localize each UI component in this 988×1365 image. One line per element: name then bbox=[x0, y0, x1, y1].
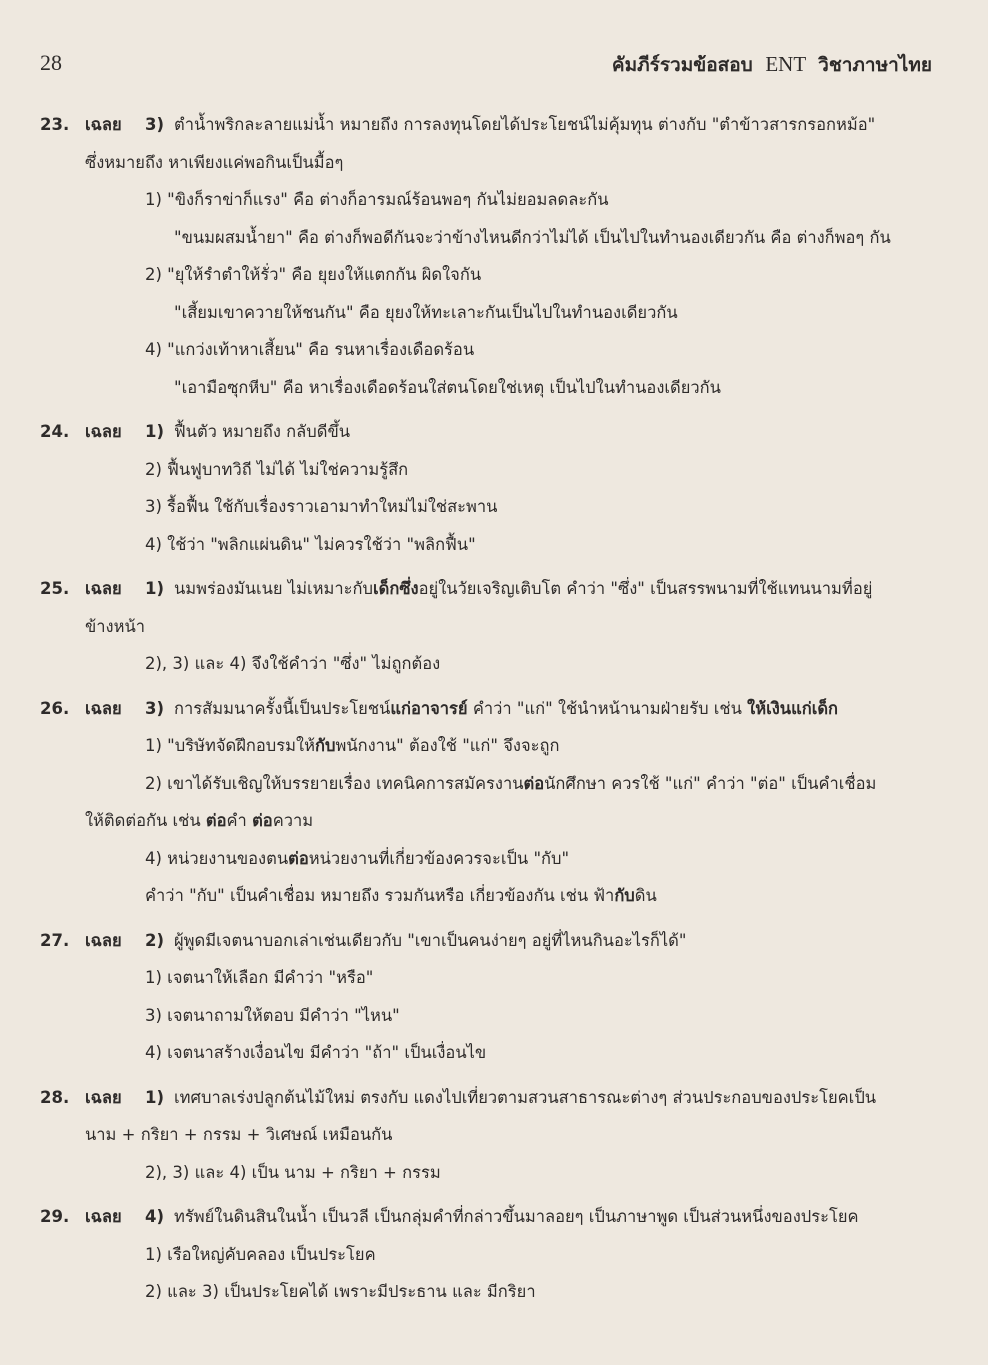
text-segment: 2) "ยุให้รำตำให้รั่ว" คือ ยุยงให้แตกกัน ผิดใจกัน bbox=[145, 265, 482, 284]
answer-line bbox=[0, 219, 988, 257]
text-segment: 1) เรือใหญ่คับคลอง เป็นประโยค bbox=[145, 1244, 376, 1264]
bold-text-segment: กับ bbox=[314, 736, 336, 755]
answer-choice: 4) bbox=[145, 1207, 165, 1226]
answer-line bbox=[0, 488, 988, 526]
text-segment: ให้ติดต่อกัน เช่น bbox=[85, 811, 206, 830]
book-title-en: ENT bbox=[765, 52, 807, 76]
line-text bbox=[145, 727, 560, 765]
answer-item bbox=[0, 690, 988, 915]
answer-line bbox=[0, 765, 988, 803]
text-segment: อยู่ในวัยเจริญเติบโต คำว่า "ซึ่ง" เป็นสรรพนามที่ใช้แทนนามที่อยู่ bbox=[418, 579, 873, 598]
answer-item bbox=[0, 413, 988, 563]
question-number: 26. bbox=[40, 698, 70, 718]
answer-list bbox=[0, 99, 988, 1311]
answer-line bbox=[0, 1154, 988, 1192]
page-header bbox=[40, 50, 932, 84]
text-segment: 4) หน่วยงานของตน bbox=[145, 848, 289, 868]
question-number: 25. bbox=[40, 579, 70, 598]
answer-line bbox=[0, 256, 988, 294]
answer-line bbox=[0, 369, 988, 407]
answer-line bbox=[0, 922, 988, 960]
text-segment: ข้างหน้า bbox=[85, 616, 146, 636]
answer-line bbox=[0, 1236, 988, 1274]
bold-text-segment: กับ bbox=[614, 886, 635, 905]
answer-line bbox=[0, 451, 988, 489]
answer-choice: 2) bbox=[145, 930, 165, 950]
answer-line bbox=[0, 1116, 988, 1154]
line-text bbox=[174, 1198, 859, 1236]
line-text bbox=[145, 1034, 486, 1072]
answer-line bbox=[0, 294, 988, 332]
line-text bbox=[145, 765, 876, 803]
answer-line bbox=[0, 877, 988, 915]
answer-line bbox=[0, 997, 988, 1035]
answer-line bbox=[0, 727, 988, 765]
text-segment: 4) เจตนาสร้างเงื่อนไข มีคำว่า "ถ้า" เป็นเงื่อนไข bbox=[145, 1043, 487, 1062]
answer-line bbox=[0, 959, 988, 997]
answer-line bbox=[0, 1198, 988, 1236]
text-segment: ฟื้นตัว หมายถึง กลับดีขึ้น bbox=[174, 422, 351, 441]
answer-line bbox=[0, 181, 988, 219]
line-text bbox=[145, 331, 474, 369]
question-number: 28. bbox=[40, 1087, 70, 1107]
text-segment: 2) ฟื้นฟูบาทวิถี ไม่ได้ ไม่ใช่ความรู้สึก bbox=[145, 459, 409, 479]
answer-label: เฉลย bbox=[85, 422, 122, 441]
answer-line bbox=[0, 1034, 988, 1072]
answer-line bbox=[0, 802, 988, 840]
line-text bbox=[145, 840, 569, 878]
bold-text-segment: ต่อ bbox=[252, 811, 273, 830]
page-number: 28 bbox=[40, 50, 62, 75]
answer-item bbox=[0, 106, 988, 406]
line-text bbox=[85, 1116, 392, 1154]
text-segment: 4) "แกว่งเท้าหาเสี้ยน" คือ รนหาเรื่องเดือดร้อน bbox=[145, 340, 475, 359]
line-text bbox=[145, 997, 400, 1035]
line-text bbox=[85, 608, 145, 646]
answer-choice: 3) bbox=[145, 698, 165, 718]
text-segment: ความ bbox=[272, 811, 314, 830]
text-segment: 2) และ 3) เป็นประโยคได้ เพราะมีประธาน และ มีกริยา bbox=[145, 1282, 536, 1301]
line-text bbox=[85, 802, 313, 840]
text-segment: 1) "ขิงก็ราข่าก็แรง" คือ ต่างก็อารมณ์ร้อนพอๆ กันไม่ยอมลดละกัน bbox=[145, 190, 609, 209]
bold-text-segment: ต่อ bbox=[205, 811, 227, 830]
running-title bbox=[612, 50, 932, 80]
answer-label: เฉลย bbox=[85, 698, 122, 718]
text-segment: "เอามือซุกหีบ" คือ หาเรื่องเดือดร้อนใส่ตนโดยใช่เหตุ เป็นไปในทำนองเดียวกัน bbox=[174, 377, 721, 397]
text-segment: "ขนมผสมน้ำยา" คือ ต่างก็พอดีกันจะว่าข้างไหนดีกว่าไม่ได้ เป็นไปในทำนองเดียวกัน คือ ต่างก็พอๆ กัน bbox=[174, 227, 891, 247]
answer-label: เฉลย bbox=[85, 1087, 122, 1107]
text-segment: 4) ใช้ว่า "พลิกแผ่นดิน" ไม่ควรใช้ว่า "พลิกฟื้น" bbox=[145, 534, 476, 554]
bold-text-segment: ให้เงินแก่เด็ก bbox=[747, 698, 839, 718]
line-text bbox=[174, 1079, 876, 1117]
question-number: 23. bbox=[40, 115, 70, 134]
line-text bbox=[145, 451, 408, 489]
answer-line bbox=[0, 106, 988, 144]
answer-item bbox=[0, 1079, 988, 1192]
answer-line bbox=[0, 413, 988, 451]
text-segment: ซึ่งหมายถึง หาเพียงแค่พอกินเป็นมื้อๆ bbox=[85, 152, 344, 172]
text-segment: ผู้พูดมีเจตนาบอกเล่าเช่นเดียวกับ "เขาเป็นคนง่ายๆ อยู่ที่ไหนกินอะไรก็ได้" bbox=[174, 930, 687, 950]
line-text bbox=[145, 488, 497, 526]
answer-choice: 1) bbox=[145, 422, 165, 441]
text-segment: 1) เจตนาให้เลือก มีคำว่า "หรือ" bbox=[145, 968, 374, 987]
answer-line bbox=[0, 144, 988, 182]
answer-item bbox=[0, 570, 988, 683]
subject-title: วิชาภาษาไทย bbox=[818, 54, 932, 76]
text-segment: หน่วยงานที่เกี่ยวข้องควรจะเป็น "กับ" bbox=[308, 848, 570, 868]
text-segment: คำว่า "แก่" ใช้นำหน้านามฝ่ายรับ เช่น bbox=[467, 698, 748, 718]
answer-line bbox=[0, 645, 988, 683]
line-text bbox=[174, 690, 838, 728]
answer-line bbox=[0, 1273, 988, 1311]
answer-label: เฉลย bbox=[85, 930, 122, 950]
text-segment: การสัมมนาครั้งนี้เป็นประโยชน์ bbox=[174, 698, 391, 718]
text-segment: พนักงาน" ต้องใช้ "แก่" จึงจะถูก bbox=[335, 736, 560, 755]
text-segment: คำ bbox=[226, 811, 253, 830]
bold-text-segment: เด็กซึ่ง bbox=[373, 579, 419, 598]
answer-line bbox=[0, 690, 988, 728]
answer-choice: 3) bbox=[145, 115, 165, 134]
text-segment: 2) เขาได้รับเชิญให้บรรยายเรื่อง เทคนิคการสมัครงาน bbox=[145, 773, 524, 793]
answer-line bbox=[0, 331, 988, 369]
bold-text-segment: ต่อ bbox=[288, 848, 309, 868]
answer-line bbox=[0, 526, 988, 564]
bold-text-segment: แก่อาจารย์ bbox=[390, 698, 468, 718]
line-text bbox=[85, 144, 343, 182]
text-segment: ดิน bbox=[634, 886, 657, 905]
answer-label: เฉลย bbox=[85, 1207, 122, 1226]
line-text bbox=[145, 1273, 536, 1311]
line-text bbox=[174, 413, 350, 451]
line-text bbox=[145, 256, 481, 294]
book-title: คัมภีร์รวมข้อสอบ bbox=[611, 54, 753, 76]
text-segment: นักศึกษา ควรใช้ "แก่" คำว่า "ต่อ" เป็นคำเชื่อม bbox=[544, 773, 877, 793]
answer-choice: 1) bbox=[145, 579, 165, 598]
answer-line bbox=[0, 608, 988, 646]
text-segment: เทศบาลเร่งปลูกต้นไม้ใหม่ ตรงกับ แดงไปเที่ยวตามสวนสาธารณะต่างๆ ส่วนประกอบของประโยคเป็น bbox=[174, 1087, 877, 1107]
text-segment: 2), 3) และ 4) จึงใช้คำว่า "ซึ่ง" ไม่ถูกต้อง bbox=[145, 654, 441, 673]
text-segment: 2), 3) และ 4) เป็น นาม + กริยา + กรรม bbox=[145, 1162, 441, 1182]
text-segment: นมพร่องมันเนย ไม่เหมาะกับ bbox=[174, 579, 374, 598]
line-text bbox=[145, 645, 440, 683]
text-segment: นาม + กริยา + กรรม + วิเศษณ์ เหมือนกัน bbox=[85, 1125, 393, 1144]
answer-line bbox=[0, 1079, 988, 1117]
text-segment: ทรัพย์ในดินสินในน้ำ เป็นวลี เป็นกลุ่มคำที่กล่าวขึ้นมาลอยๆ เป็นภาษาพูด เป็นส่วนหนึ่งของประโยค bbox=[174, 1207, 859, 1226]
question-number: 24. bbox=[40, 422, 70, 441]
text-segment: ตำน้ำพริกละลายแม่น้ำ หมายถึง การลงทุนโดยได้ประโยชน์ไม่คุ้มทุน ต่างกับ "ตำข้าวสารกรอกหม้อ" bbox=[174, 115, 876, 134]
answer-item bbox=[0, 1198, 988, 1311]
answer-line bbox=[0, 840, 988, 878]
question-number: 29. bbox=[40, 1207, 70, 1226]
line-text bbox=[145, 959, 373, 997]
line-text bbox=[174, 219, 891, 257]
line-text bbox=[174, 570, 872, 608]
line-text bbox=[145, 877, 657, 915]
line-text bbox=[174, 294, 678, 332]
line-text bbox=[174, 922, 687, 960]
text-segment: "เสี้ยมเขาควายให้ชนกัน" คือ ยุยงให้ทะเลาะกันเป็นไปในทำนองเดียวกัน bbox=[174, 302, 678, 322]
line-text bbox=[145, 181, 609, 219]
answer-choice: 1) bbox=[145, 1087, 165, 1107]
line-text bbox=[145, 1236, 376, 1274]
line-text bbox=[174, 106, 875, 144]
answer-label: เฉลย bbox=[85, 579, 122, 598]
answer-line bbox=[0, 570, 988, 608]
text-segment: 3) รื้อฟื้น ใช้กับเรื่องราวเอามาทำใหม่ไม่ใช่สะพาน bbox=[145, 497, 498, 516]
text-segment: 1) "บริษัทจัดฝึกอบรมให้ bbox=[145, 736, 315, 755]
line-text bbox=[174, 369, 721, 407]
bold-text-segment: ต่อ bbox=[523, 773, 545, 793]
answer-item bbox=[0, 922, 988, 1072]
line-text bbox=[145, 526, 476, 564]
text-segment: 3) เจตนาถามให้ตอบ มีคำว่า "ไหน" bbox=[145, 1005, 400, 1025]
question-number: 27. bbox=[40, 930, 70, 950]
text-segment: คำว่า "กับ" เป็นคำเชื่อม หมายถึง รวมกันหรือ เกี่ยวข้องกัน เช่น ฟ้า bbox=[145, 886, 615, 905]
answer-label: เฉลย bbox=[85, 115, 122, 134]
line-text bbox=[145, 1154, 441, 1192]
